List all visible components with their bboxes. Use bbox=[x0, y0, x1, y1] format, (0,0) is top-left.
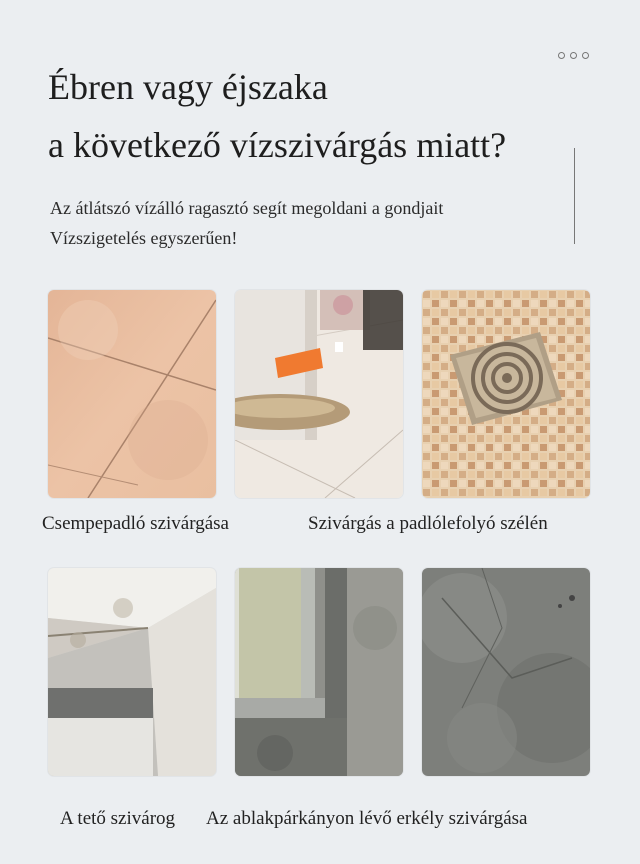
pipe-leak-photo bbox=[235, 290, 403, 498]
decorative-divider bbox=[574, 148, 575, 244]
page-title bbox=[48, 58, 506, 174]
floor-drain-photo bbox=[422, 290, 590, 498]
subtitle-line-2: Vízszigetelés egyszerűen! bbox=[50, 228, 238, 248]
title-line-1: Ébren vagy éjszaka bbox=[48, 67, 328, 107]
concrete-wall-photo bbox=[422, 568, 590, 776]
subtitle-line-1: Az átlátszó vízálló ragasztó segít megoldani a gondjait bbox=[50, 198, 444, 218]
page-subtitle bbox=[50, 193, 443, 253]
caption-roof: A tető szivárog bbox=[60, 808, 176, 829]
title-line-2: a következő vízszivárgás miatt? bbox=[48, 125, 507, 165]
caption-floor-drain: Szivárgás a padlólefolyó szélén bbox=[308, 513, 548, 534]
tile-floor-photo bbox=[48, 290, 216, 498]
caption-tile-floor: Csempepadló szivárgása bbox=[42, 513, 229, 534]
roof-leak-photo bbox=[48, 568, 216, 776]
caption-window-sill: Az ablakpárkányon lévő erkély szivárgása bbox=[206, 808, 528, 829]
more-options-icon[interactable] bbox=[558, 52, 589, 59]
window-sill-photo bbox=[235, 568, 403, 776]
